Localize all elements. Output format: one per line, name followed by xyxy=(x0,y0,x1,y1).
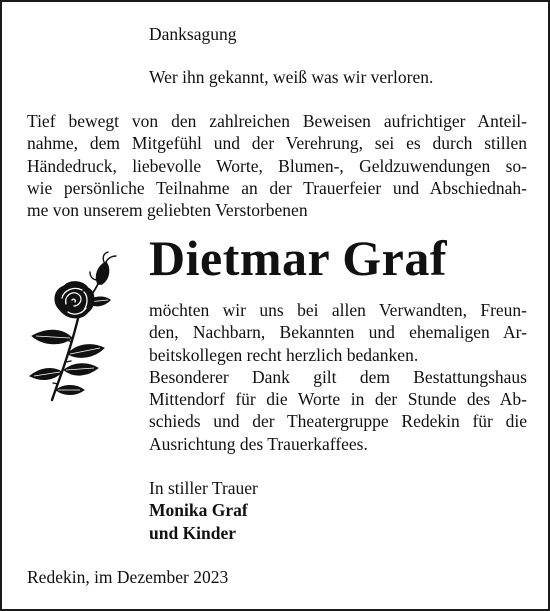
intro-paragraph xyxy=(27,110,527,221)
signature-name: Monika Graf xyxy=(149,500,248,521)
intro-line: me von unserem geliebten Verstorbenen xyxy=(27,200,308,221)
intro-line: Händedruck, liebevolle Worte, Blumen-, Geldzuwendungen so- xyxy=(27,155,527,176)
signature-closing: In stiller Trauer xyxy=(149,478,258,498)
thanks-line: Besonderer Dank gilt dem Bestattungshaus xyxy=(149,366,527,387)
thanks-line: beitskollegen recht herzlich bedanken. xyxy=(149,344,419,365)
thanks-line: Ausrichtung des Trauerkaffees. xyxy=(149,433,368,454)
notice-motto: Wer ihn gekannt, weiß was wir verloren. xyxy=(149,67,434,87)
place-date: Redekin, im Dezember 2023 xyxy=(27,567,229,587)
signature-block xyxy=(149,477,258,544)
intro-line: Tief bewegt von den zahlreichen Beweisen aufrichtiger Anteil- xyxy=(27,111,527,131)
thanks-line: Mittendorf für die Worte in der Stunde des Ab- xyxy=(149,389,527,410)
notice-heading: Danksagung xyxy=(149,24,237,44)
deceased-name: Dietmar Graf xyxy=(149,230,448,286)
thanks-paragraph xyxy=(149,299,527,455)
thanks-line: schieds und der Theatergruppe Redekin für die xyxy=(149,411,527,432)
thanks-line: möchten wir uns bei allen Verwandten, Freun- xyxy=(149,300,527,320)
signature-family: und Kinder xyxy=(149,522,237,543)
intro-line: nahme, dem Mitgefühl und der Verehrung, sei es durch stillen xyxy=(27,133,527,154)
intro-line: wie persönliche Teilnahme an der Trauerfeier und Abschiednah- xyxy=(27,177,527,198)
rose-icon xyxy=(22,250,134,402)
thanks-line: den, Nachbarn, Bekannten und ehemaligen Ar- xyxy=(149,322,527,343)
